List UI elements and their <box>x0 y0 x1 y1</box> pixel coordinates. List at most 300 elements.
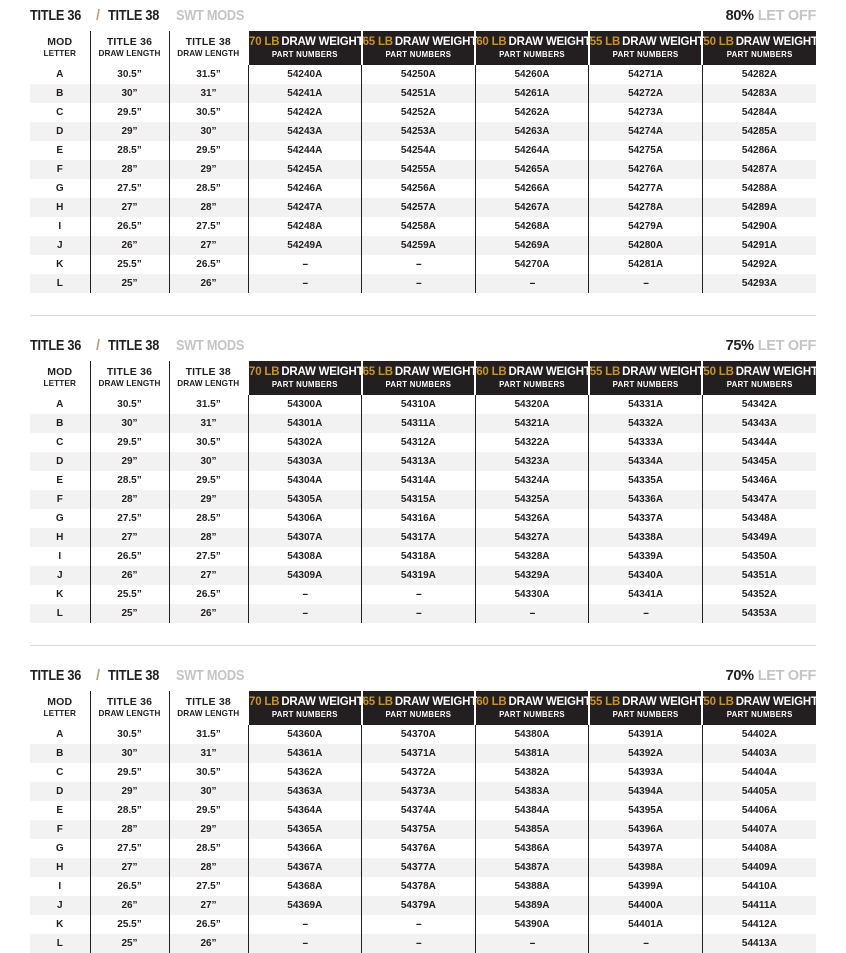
let-off-label: LET OFF <box>757 668 816 684</box>
cell-part-number-65lb: 54252A <box>362 103 476 122</box>
cell-part-number-55lb: 54337A <box>589 509 703 528</box>
cell-mod-letter: K <box>30 585 90 604</box>
table-row <box>30 471 816 490</box>
column-header-draw-weight-50lb <box>702 31 816 65</box>
cell-part-number-55lb: 54340A <box>589 566 703 585</box>
cell-title38-draw-length: 27.5” <box>169 877 248 896</box>
cell-mod-letter: F <box>30 160 90 179</box>
cell-part-number-70lb: 54363A <box>248 782 362 801</box>
section-gap <box>30 623 816 645</box>
let-off-percent: 75% <box>725 338 754 354</box>
cell-part-number-50lb: 54343A <box>702 414 816 433</box>
cell-part-number-55lb: 54278A <box>589 198 703 217</box>
cell-title38-draw-length: 27” <box>169 236 248 255</box>
cell-part-number-60lb: 54389A <box>475 896 589 915</box>
cell-part-number-65lb: 54258A <box>362 217 476 236</box>
cell-mod-letter: K <box>30 255 90 274</box>
cell-title38-draw-length: 28.5” <box>169 509 248 528</box>
cell-title36-draw-length: 26” <box>90 566 169 585</box>
cell-part-number-50lb: 54351A <box>702 566 816 585</box>
cell-part-number-55lb: 54393A <box>589 763 703 782</box>
cell-title38-draw-length: 27” <box>169 896 248 915</box>
cell-part-number-65lb: 54314A <box>362 471 476 490</box>
title-model-36: TITLE 36 <box>30 8 82 24</box>
cell-part-number-65lb: 54250A <box>362 65 476 84</box>
section-spacer <box>30 646 816 661</box>
cell-part-number-60lb: 54322A <box>475 433 589 452</box>
draw-weight-heading-0 <box>249 36 364 49</box>
cell-part-number-65lb: -- <box>362 934 476 953</box>
cell-title36-draw-length: 30” <box>90 744 169 763</box>
column-header-title36-draw-length-line2: DRAW LENGTH <box>98 709 161 718</box>
cell-part-number-55lb: 54331A <box>589 395 703 414</box>
cell-part-number-50lb: 54290A <box>702 217 816 236</box>
cell-title38-draw-length: 26.5” <box>169 255 248 274</box>
cell-mod-letter: C <box>30 433 90 452</box>
part-numbers-sublabel-1: PART NUMBERS <box>385 709 452 719</box>
cell-part-number-65lb: 54311A <box>362 414 476 433</box>
cell-part-number-65lb: 54319A <box>362 566 476 585</box>
cell-part-number-60lb: 54269A <box>475 236 589 255</box>
cell-title36-draw-length: 26” <box>90 896 169 915</box>
column-header-title38-draw-length-line2: DRAW LENGTH <box>177 709 240 718</box>
cell-title36-draw-length: 25.5” <box>90 255 169 274</box>
cell-part-number-70lb: -- <box>248 915 362 934</box>
cell-part-number-55lb: 54281A <box>589 255 703 274</box>
cell-part-number-50lb: 54408A <box>702 839 816 858</box>
cell-part-number-70lb: 54302A <box>248 433 362 452</box>
draw-weight-heading-0 <box>249 366 364 379</box>
table-row <box>30 255 816 274</box>
column-header-draw-weight-50lb <box>702 691 816 725</box>
draw-weight-value-1: 65 LB <box>362 36 393 49</box>
cell-part-number-55lb: -- <box>589 274 703 293</box>
draw-weight-value-0: 70 LB <box>249 696 280 709</box>
part-numbers-sublabel-2: PART NUMBERS <box>499 709 565 719</box>
cell-title36-draw-length: 25” <box>90 934 169 953</box>
cell-part-number-60lb: 54270A <box>475 255 589 274</box>
cell-mod-letter: A <box>30 725 90 744</box>
table-header-row <box>30 31 816 65</box>
draw-weight-value-2: 60 LB <box>476 366 507 379</box>
table-row <box>30 858 816 877</box>
cell-title36-draw-length: 30” <box>90 84 169 103</box>
chart-title <box>30 338 253 354</box>
part-numbers-sublabel-2: PART NUMBERS <box>499 379 565 389</box>
cell-title36-draw-length: 27.5” <box>90 179 169 198</box>
cell-title36-draw-length: 29” <box>90 782 169 801</box>
cell-title38-draw-length: 28.5” <box>169 179 248 198</box>
cell-part-number-60lb: 54329A <box>475 566 589 585</box>
table-row <box>30 509 816 528</box>
draw-weight-value-3: 55 LB <box>589 696 621 709</box>
title-subtitle: SWT MODS <box>176 338 245 354</box>
title-separator: / <box>96 8 101 24</box>
mod-chart-section-75 <box>30 315 816 645</box>
column-header-title36-draw-length-line2: DRAW LENGTH <box>98 49 161 58</box>
cell-part-number-50lb: 54346A <box>702 471 816 490</box>
column-header-title38-draw-length <box>169 361 248 395</box>
draw-weight-value-2: 60 LB <box>476 36 507 49</box>
cell-part-number-60lb: -- <box>475 274 589 293</box>
cell-title38-draw-length: 29” <box>169 820 248 839</box>
cell-title38-draw-length: 29” <box>169 490 248 509</box>
cell-part-number-65lb: 54259A <box>362 236 476 255</box>
column-header-mod-letter-line2: LETTER <box>43 379 76 388</box>
cell-part-number-65lb: 54315A <box>362 490 476 509</box>
cell-title38-draw-length: 28” <box>169 858 248 877</box>
cell-part-number-55lb: 54279A <box>589 217 703 236</box>
cell-part-number-70lb: 54366A <box>248 839 362 858</box>
cell-title38-draw-length: 29.5” <box>169 471 248 490</box>
column-header-mod-letter-line2: LETTER <box>43 49 76 58</box>
cell-mod-letter: G <box>30 839 90 858</box>
cell-title38-draw-length: 30” <box>169 782 248 801</box>
part-numbers-sublabel-4: PART NUMBERS <box>726 709 793 719</box>
cell-part-number-60lb: 54268A <box>475 217 589 236</box>
column-header-mod-letter <box>30 691 90 725</box>
cell-title36-draw-length: 26.5” <box>90 547 169 566</box>
cell-part-number-60lb: 54330A <box>475 585 589 604</box>
cell-title36-draw-length: 30.5” <box>90 725 169 744</box>
cell-part-number-50lb: 54409A <box>702 858 816 877</box>
column-header-title38-draw-length <box>169 691 248 725</box>
title-model-38: TITLE 38 <box>108 338 160 354</box>
cell-title38-draw-length: 28” <box>169 528 248 547</box>
cell-part-number-65lb: 54373A <box>362 782 476 801</box>
table-row <box>30 122 816 141</box>
cell-part-number-50lb: 54342A <box>702 395 816 414</box>
cell-part-number-50lb: 54405A <box>702 782 816 801</box>
cell-part-number-70lb: 54241A <box>248 84 362 103</box>
part-numbers-sublabel-3: PART NUMBERS <box>612 379 679 389</box>
draw-weight-heading-3 <box>589 36 705 49</box>
draw-weight-label-0: DRAW WEIGHT <box>281 366 364 379</box>
column-header-title38-draw-length-line2: DRAW LENGTH <box>177 49 240 58</box>
section-header <box>30 331 816 361</box>
cell-mod-letter: C <box>30 763 90 782</box>
cell-part-number-55lb: 54277A <box>589 179 703 198</box>
cell-part-number-60lb: 54265A <box>475 160 589 179</box>
title-separator: / <box>96 338 101 354</box>
cell-part-number-55lb: 54338A <box>589 528 703 547</box>
cell-title38-draw-length: 30” <box>169 122 248 141</box>
cell-part-number-70lb: 54364A <box>248 801 362 820</box>
cell-title36-draw-length: 28” <box>90 160 169 179</box>
let-off-badge <box>726 668 816 684</box>
cell-title38-draw-length: 31.5” <box>169 395 248 414</box>
table-row <box>30 896 816 915</box>
cell-part-number-55lb: 54271A <box>589 65 703 84</box>
chart-title <box>30 668 253 684</box>
table-row <box>30 566 816 585</box>
cell-part-number-55lb: 54272A <box>589 84 703 103</box>
draw-weight-heading-2 <box>476 696 591 709</box>
column-header-mod-letter-line1: MOD <box>47 366 73 378</box>
let-off-percent: 80% <box>725 8 754 24</box>
table-row <box>30 490 816 509</box>
cell-mod-letter: I <box>30 547 90 566</box>
column-header-mod-letter-line1: MOD <box>47 696 73 708</box>
cell-mod-letter: E <box>30 471 90 490</box>
cell-part-number-55lb: 54392A <box>589 744 703 763</box>
title-separator: / <box>96 668 101 684</box>
cell-part-number-60lb: 54261A <box>475 84 589 103</box>
cell-part-number-70lb: 54242A <box>248 103 362 122</box>
column-header-draw-weight-70lb <box>248 31 362 65</box>
cell-part-number-60lb: 54325A <box>475 490 589 509</box>
cell-title36-draw-length: 26.5” <box>90 217 169 236</box>
cell-title36-draw-length: 27.5” <box>90 839 169 858</box>
cell-mod-letter: E <box>30 801 90 820</box>
cell-mod-letter: J <box>30 896 90 915</box>
cell-title36-draw-length: 26” <box>90 236 169 255</box>
cell-part-number-70lb: 54246A <box>248 179 362 198</box>
draw-weight-label-3: DRAW WEIGHT <box>622 696 705 709</box>
cell-part-number-55lb: 54334A <box>589 452 703 471</box>
cell-part-number-50lb: 54349A <box>702 528 816 547</box>
cell-title38-draw-length: 26” <box>169 934 248 953</box>
column-header-title36-draw-length-line1: TITLE 36 <box>106 366 153 378</box>
cell-part-number-65lb: 54316A <box>362 509 476 528</box>
part-numbers-sublabel-4: PART NUMBERS <box>726 49 793 59</box>
cell-title38-draw-length: 30.5” <box>169 763 248 782</box>
table-row <box>30 198 816 217</box>
cell-part-number-55lb: 54400A <box>589 896 703 915</box>
cell-title36-draw-length: 28” <box>90 820 169 839</box>
cell-title36-draw-length: 28.5” <box>90 471 169 490</box>
cell-mod-letter: J <box>30 566 90 585</box>
cell-part-number-50lb: 54413A <box>702 934 816 953</box>
table-row <box>30 236 816 255</box>
cell-part-number-60lb: 54382A <box>475 763 589 782</box>
cell-part-number-65lb: 54313A <box>362 452 476 471</box>
column-header-title36-draw-length <box>90 361 169 395</box>
cell-part-number-70lb: 54243A <box>248 122 362 141</box>
section-header <box>30 1 816 31</box>
cell-part-number-55lb: 54276A <box>589 160 703 179</box>
cell-mod-letter: F <box>30 820 90 839</box>
cell-part-number-70lb: -- <box>248 934 362 953</box>
draw-weight-label-3: DRAW WEIGHT <box>622 36 705 49</box>
cell-title38-draw-length: 31.5” <box>169 65 248 84</box>
draw-weight-label-1: DRAW WEIGHT <box>394 36 478 49</box>
mod-chart-section-80 <box>30 0 816 315</box>
cell-part-number-60lb: 54388A <box>475 877 589 896</box>
draw-weight-value-4: 50 LB <box>703 366 734 379</box>
column-header-draw-weight-60lb <box>475 691 589 725</box>
cell-mod-letter: L <box>30 604 90 623</box>
table-header-row <box>30 361 816 395</box>
part-numbers-sublabel-3: PART NUMBERS <box>612 709 679 719</box>
cell-part-number-65lb: 54310A <box>362 395 476 414</box>
draw-weight-heading-1 <box>362 696 478 709</box>
cell-mod-letter: J <box>30 236 90 255</box>
cell-part-number-50lb: 54402A <box>702 725 816 744</box>
cell-title38-draw-length: 26” <box>169 604 248 623</box>
cell-part-number-60lb: 54381A <box>475 744 589 763</box>
table-row <box>30 839 816 858</box>
cell-part-number-65lb: -- <box>362 915 476 934</box>
cell-part-number-60lb: 54324A <box>475 471 589 490</box>
draw-weight-value-0: 70 LB <box>249 36 280 49</box>
cell-part-number-65lb: -- <box>362 585 476 604</box>
cell-part-number-55lb: 54395A <box>589 801 703 820</box>
table-row <box>30 160 816 179</box>
cell-title36-draw-length: 28” <box>90 490 169 509</box>
column-header-mod-letter <box>30 361 90 395</box>
cell-mod-letter: I <box>30 877 90 896</box>
cell-title38-draw-length: 29” <box>169 160 248 179</box>
column-header-draw-weight-60lb <box>475 31 589 65</box>
cell-part-number-70lb: 54365A <box>248 820 362 839</box>
cell-mod-letter: D <box>30 452 90 471</box>
cell-title36-draw-length: 29.5” <box>90 433 169 452</box>
cell-part-number-60lb: 54264A <box>475 141 589 160</box>
cell-part-number-70lb: 54247A <box>248 198 362 217</box>
table-row <box>30 395 816 414</box>
cell-title38-draw-length: 26.5” <box>169 585 248 604</box>
cell-title38-draw-length: 28” <box>169 198 248 217</box>
cell-part-number-50lb: 54286A <box>702 141 816 160</box>
part-numbers-sublabel-4: PART NUMBERS <box>726 379 793 389</box>
chart-title <box>30 8 253 24</box>
cell-part-number-55lb: 54401A <box>589 915 703 934</box>
cell-part-number-70lb: 54368A <box>248 877 362 896</box>
draw-weight-value-2: 60 LB <box>476 696 507 709</box>
cell-title36-draw-length: 29” <box>90 122 169 141</box>
draw-weight-heading-0 <box>249 696 364 709</box>
cell-part-number-65lb: 54372A <box>362 763 476 782</box>
column-header-title36-draw-length-line1: TITLE 36 <box>106 696 153 708</box>
draw-weight-label-2: DRAW WEIGHT <box>508 696 591 709</box>
draw-weight-heading-3 <box>589 366 705 379</box>
cell-mod-letter: F <box>30 490 90 509</box>
title-subtitle: SWT MODS <box>176 668 245 684</box>
cell-part-number-50lb: 54404A <box>702 763 816 782</box>
title-subtitle: SWT MODS <box>176 8 245 24</box>
cell-mod-letter: C <box>30 103 90 122</box>
draw-weight-heading-1 <box>362 366 478 379</box>
table-row <box>30 801 816 820</box>
cell-title38-draw-length: 30” <box>169 452 248 471</box>
cell-part-number-55lb: 54339A <box>589 547 703 566</box>
cell-part-number-70lb: 54308A <box>248 547 362 566</box>
draw-weight-label-4: DRAW WEIGHT <box>735 696 818 709</box>
cell-mod-letter: H <box>30 858 90 877</box>
cell-mod-letter: G <box>30 509 90 528</box>
draw-weight-value-4: 50 LB <box>703 696 734 709</box>
cell-part-number-70lb: 54362A <box>248 763 362 782</box>
mod-chart-table <box>30 691 816 953</box>
cell-part-number-70lb: 54240A <box>248 65 362 84</box>
cell-mod-letter: A <box>30 65 90 84</box>
cell-mod-letter: B <box>30 414 90 433</box>
cell-part-number-60lb: 54323A <box>475 452 589 471</box>
cell-part-number-55lb: 54341A <box>589 585 703 604</box>
cell-part-number-50lb: 54344A <box>702 433 816 452</box>
cell-part-number-60lb: 54328A <box>475 547 589 566</box>
column-header-draw-weight-55lb <box>589 31 703 65</box>
draw-weight-label-1: DRAW WEIGHT <box>394 366 478 379</box>
cell-part-number-70lb: 54303A <box>248 452 362 471</box>
cell-part-number-65lb: -- <box>362 255 476 274</box>
cell-part-number-55lb: 54332A <box>589 414 703 433</box>
cell-part-number-60lb: 54321A <box>475 414 589 433</box>
cell-title38-draw-length: 31” <box>169 84 248 103</box>
cell-part-number-65lb: 54378A <box>362 877 476 896</box>
cell-part-number-50lb: 54348A <box>702 509 816 528</box>
cell-part-number-70lb: 54249A <box>248 236 362 255</box>
column-header-title38-draw-length-line1: TITLE 38 <box>185 36 231 48</box>
cell-title36-draw-length: 28.5” <box>90 801 169 820</box>
cell-title36-draw-length: 30.5” <box>90 395 169 414</box>
cell-title36-draw-length: 30” <box>90 414 169 433</box>
cell-mod-letter: I <box>30 217 90 236</box>
cell-title38-draw-length: 30.5” <box>169 433 248 452</box>
cell-part-number-65lb: 54374A <box>362 801 476 820</box>
cell-part-number-60lb: 54384A <box>475 801 589 820</box>
column-header-title36-draw-length <box>90 691 169 725</box>
cell-mod-letter: K <box>30 915 90 934</box>
cell-part-number-50lb: 54350A <box>702 547 816 566</box>
cell-part-number-65lb: 54255A <box>362 160 476 179</box>
cell-title36-draw-length: 28.5” <box>90 141 169 160</box>
cell-part-number-55lb: 54336A <box>589 490 703 509</box>
cell-part-number-50lb: 54287A <box>702 160 816 179</box>
cell-part-number-50lb: 54347A <box>702 490 816 509</box>
cell-part-number-50lb: 54403A <box>702 744 816 763</box>
table-row <box>30 915 816 934</box>
cell-title36-draw-length: 29” <box>90 452 169 471</box>
section-gap <box>30 293 816 315</box>
cell-part-number-70lb: 54305A <box>248 490 362 509</box>
cell-part-number-65lb: 54318A <box>362 547 476 566</box>
cell-part-number-60lb: 54383A <box>475 782 589 801</box>
cell-title36-draw-length: 25.5” <box>90 585 169 604</box>
table-row <box>30 934 816 953</box>
cell-part-number-50lb: 54410A <box>702 877 816 896</box>
table-row <box>30 274 816 293</box>
draw-weight-label-1: DRAW WEIGHT <box>394 696 478 709</box>
table-row <box>30 65 816 84</box>
sections-container <box>30 0 816 953</box>
cell-part-number-60lb: 54263A <box>475 122 589 141</box>
cell-part-number-65lb: -- <box>362 274 476 293</box>
part-numbers-sublabel-2: PART NUMBERS <box>499 49 565 59</box>
cell-title36-draw-length: 29.5” <box>90 763 169 782</box>
cell-part-number-70lb: 54245A <box>248 160 362 179</box>
column-header-title38-draw-length <box>169 31 248 65</box>
cell-title36-draw-length: 26.5” <box>90 877 169 896</box>
table-row <box>30 217 816 236</box>
cell-part-number-65lb: 54370A <box>362 725 476 744</box>
cell-mod-letter: D <box>30 782 90 801</box>
cell-part-number-55lb: 54397A <box>589 839 703 858</box>
table-header-row <box>30 691 816 725</box>
cell-part-number-50lb: 54353A <box>702 604 816 623</box>
part-numbers-sublabel-0: PART NUMBERS <box>271 709 338 719</box>
mod-chart-table <box>30 31 816 293</box>
column-header-title36-draw-length <box>90 31 169 65</box>
cell-part-number-65lb: 54251A <box>362 84 476 103</box>
column-header-draw-weight-60lb <box>475 361 589 395</box>
draw-weight-heading-4 <box>703 36 816 49</box>
cell-part-number-60lb: 54320A <box>475 395 589 414</box>
column-header-title38-draw-length-line1: TITLE 38 <box>185 366 231 378</box>
table-row <box>30 877 816 896</box>
cell-part-number-65lb: 54379A <box>362 896 476 915</box>
